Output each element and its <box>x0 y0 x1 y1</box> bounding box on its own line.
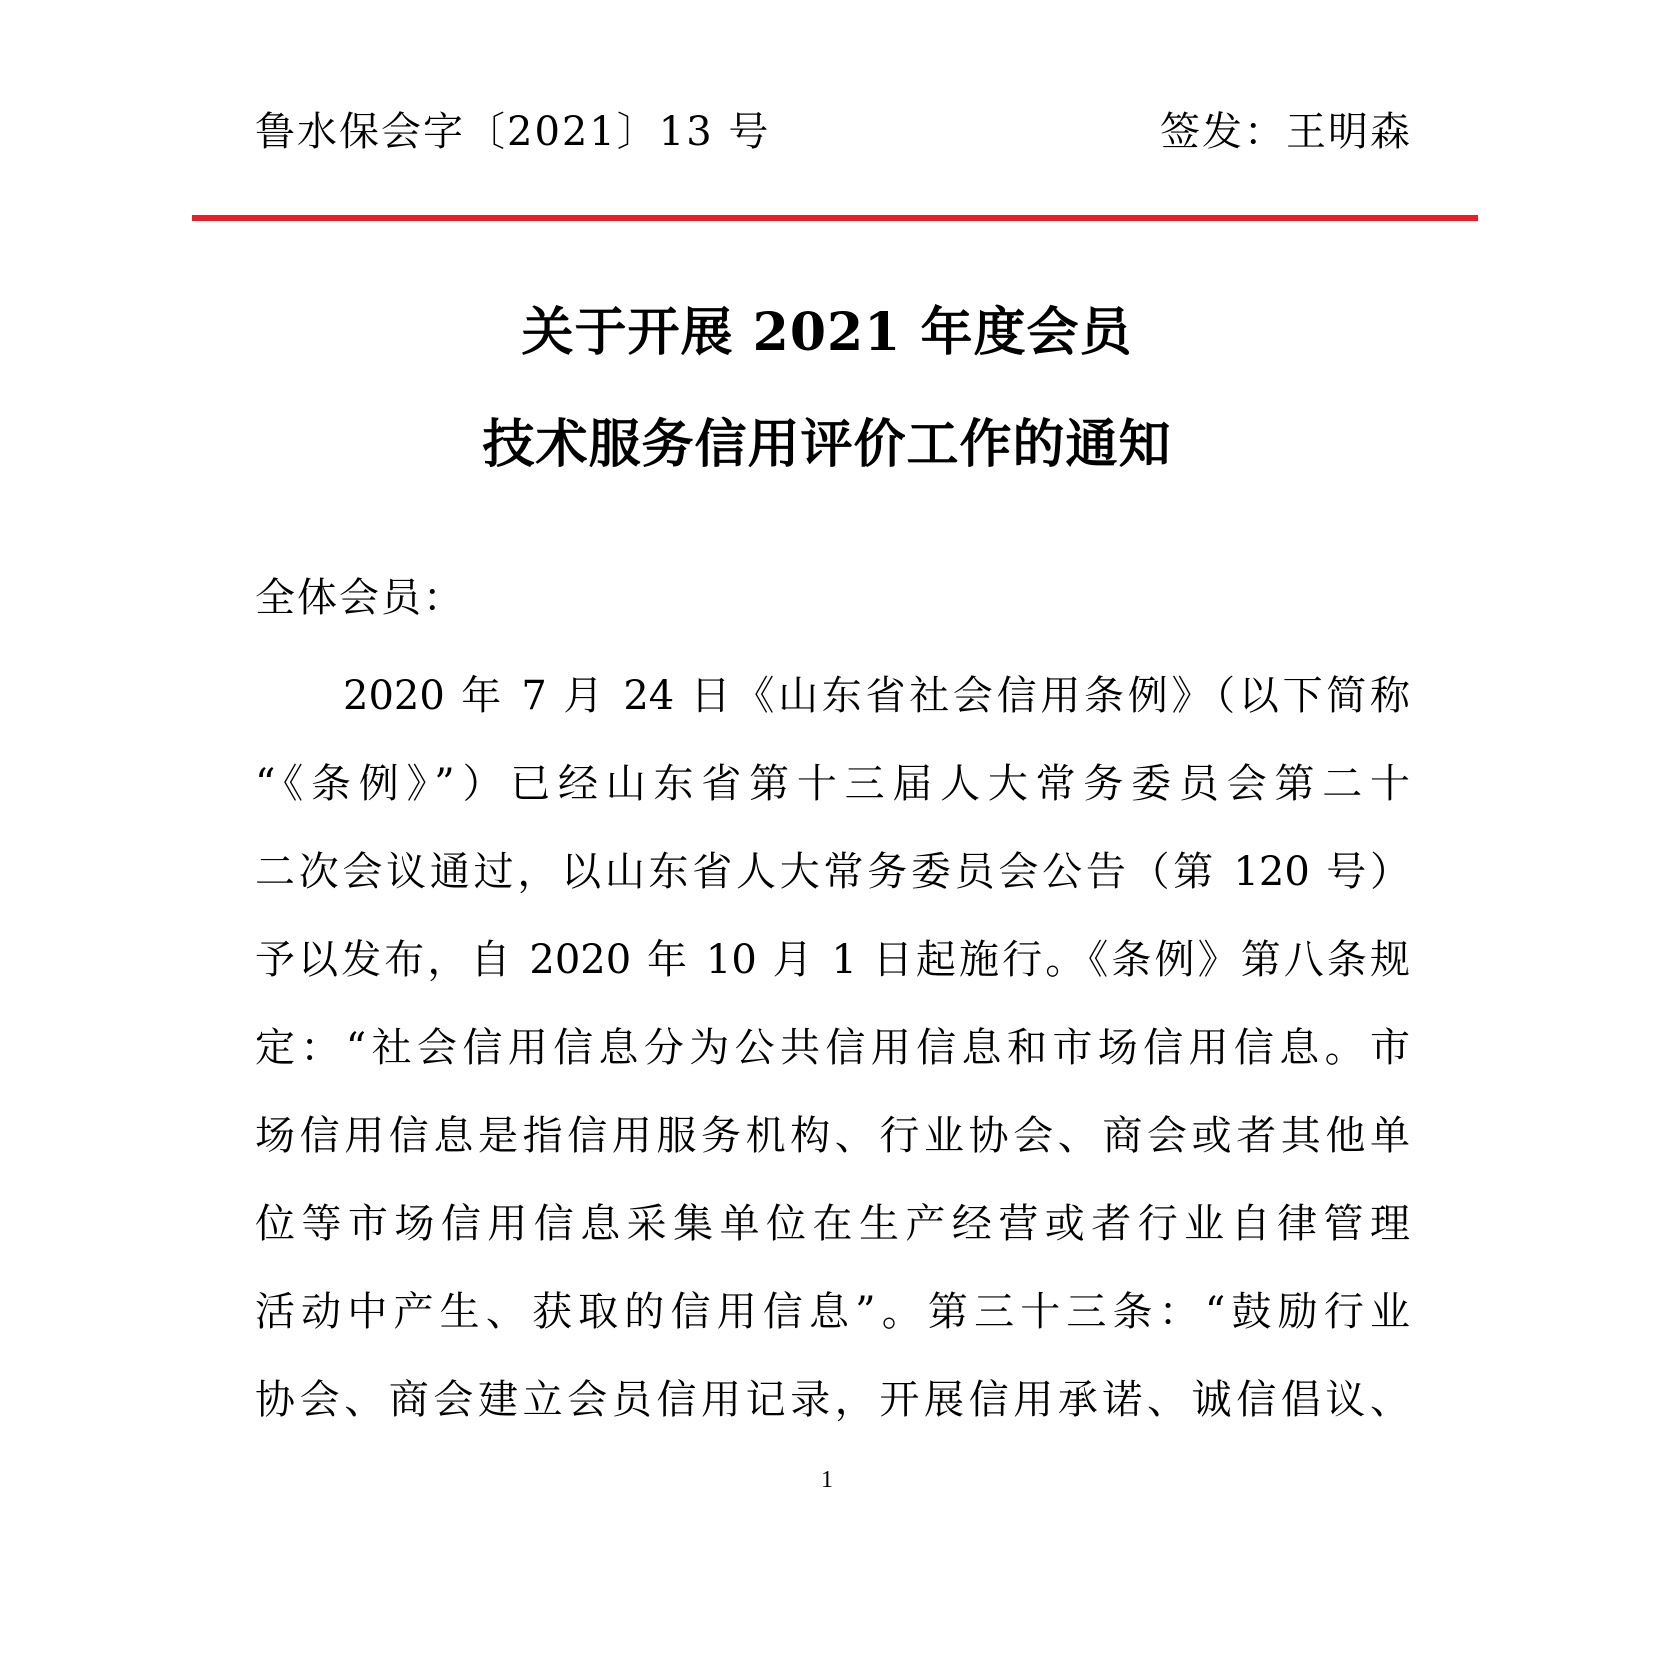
body-line: 2020 年 7 月 24 日《山东省社会信用条例》（以下简称 <box>343 673 1410 719</box>
signer: 签发：王明森 <box>1160 109 1412 155</box>
body-line: 场信用信息是指信用服务机构、行业协会、商会或者其他单 <box>255 1113 1410 1159</box>
body-line: 活动中产生、获取的信用信息”。第三十三条：“鼓励行业 <box>255 1289 1410 1335</box>
document-title-line-1: 关于开展 2021 年度会员 <box>521 302 1133 363</box>
body-line: 二次会议通过，以山东省人大常务委员会公告（第 120 号） <box>255 849 1410 895</box>
body-line: 位等市场信用信息采集单位在生产经营或者行业自律管理 <box>255 1201 1410 1247</box>
red-header-rule <box>192 215 1478 221</box>
document-number: 鲁水保会字〔2021〕13 号 <box>255 109 771 155</box>
body-line: 协会、商会建立会员信用记录，开展信用承诺、诚信倡议、 <box>255 1377 1410 1423</box>
salutation: 全体会员： <box>255 575 465 621</box>
body-line: “《条例》”）已经山东省第十三届人大常务委员会第二十 <box>255 761 1410 807</box>
body-line: 定：“社会信用信息分为公共信用信息和市场信用信息。市 <box>255 1025 1410 1071</box>
document-title-line-2: 技术服务信用评价工作的通知 <box>482 414 1172 475</box>
body-paragraph <box>255 652 1410 1444</box>
body-line: 予以发布，自 2020 年 10 月 1 日起施行。《条例》第八条规 <box>255 937 1410 983</box>
page-number: 1 <box>821 1467 833 1493</box>
